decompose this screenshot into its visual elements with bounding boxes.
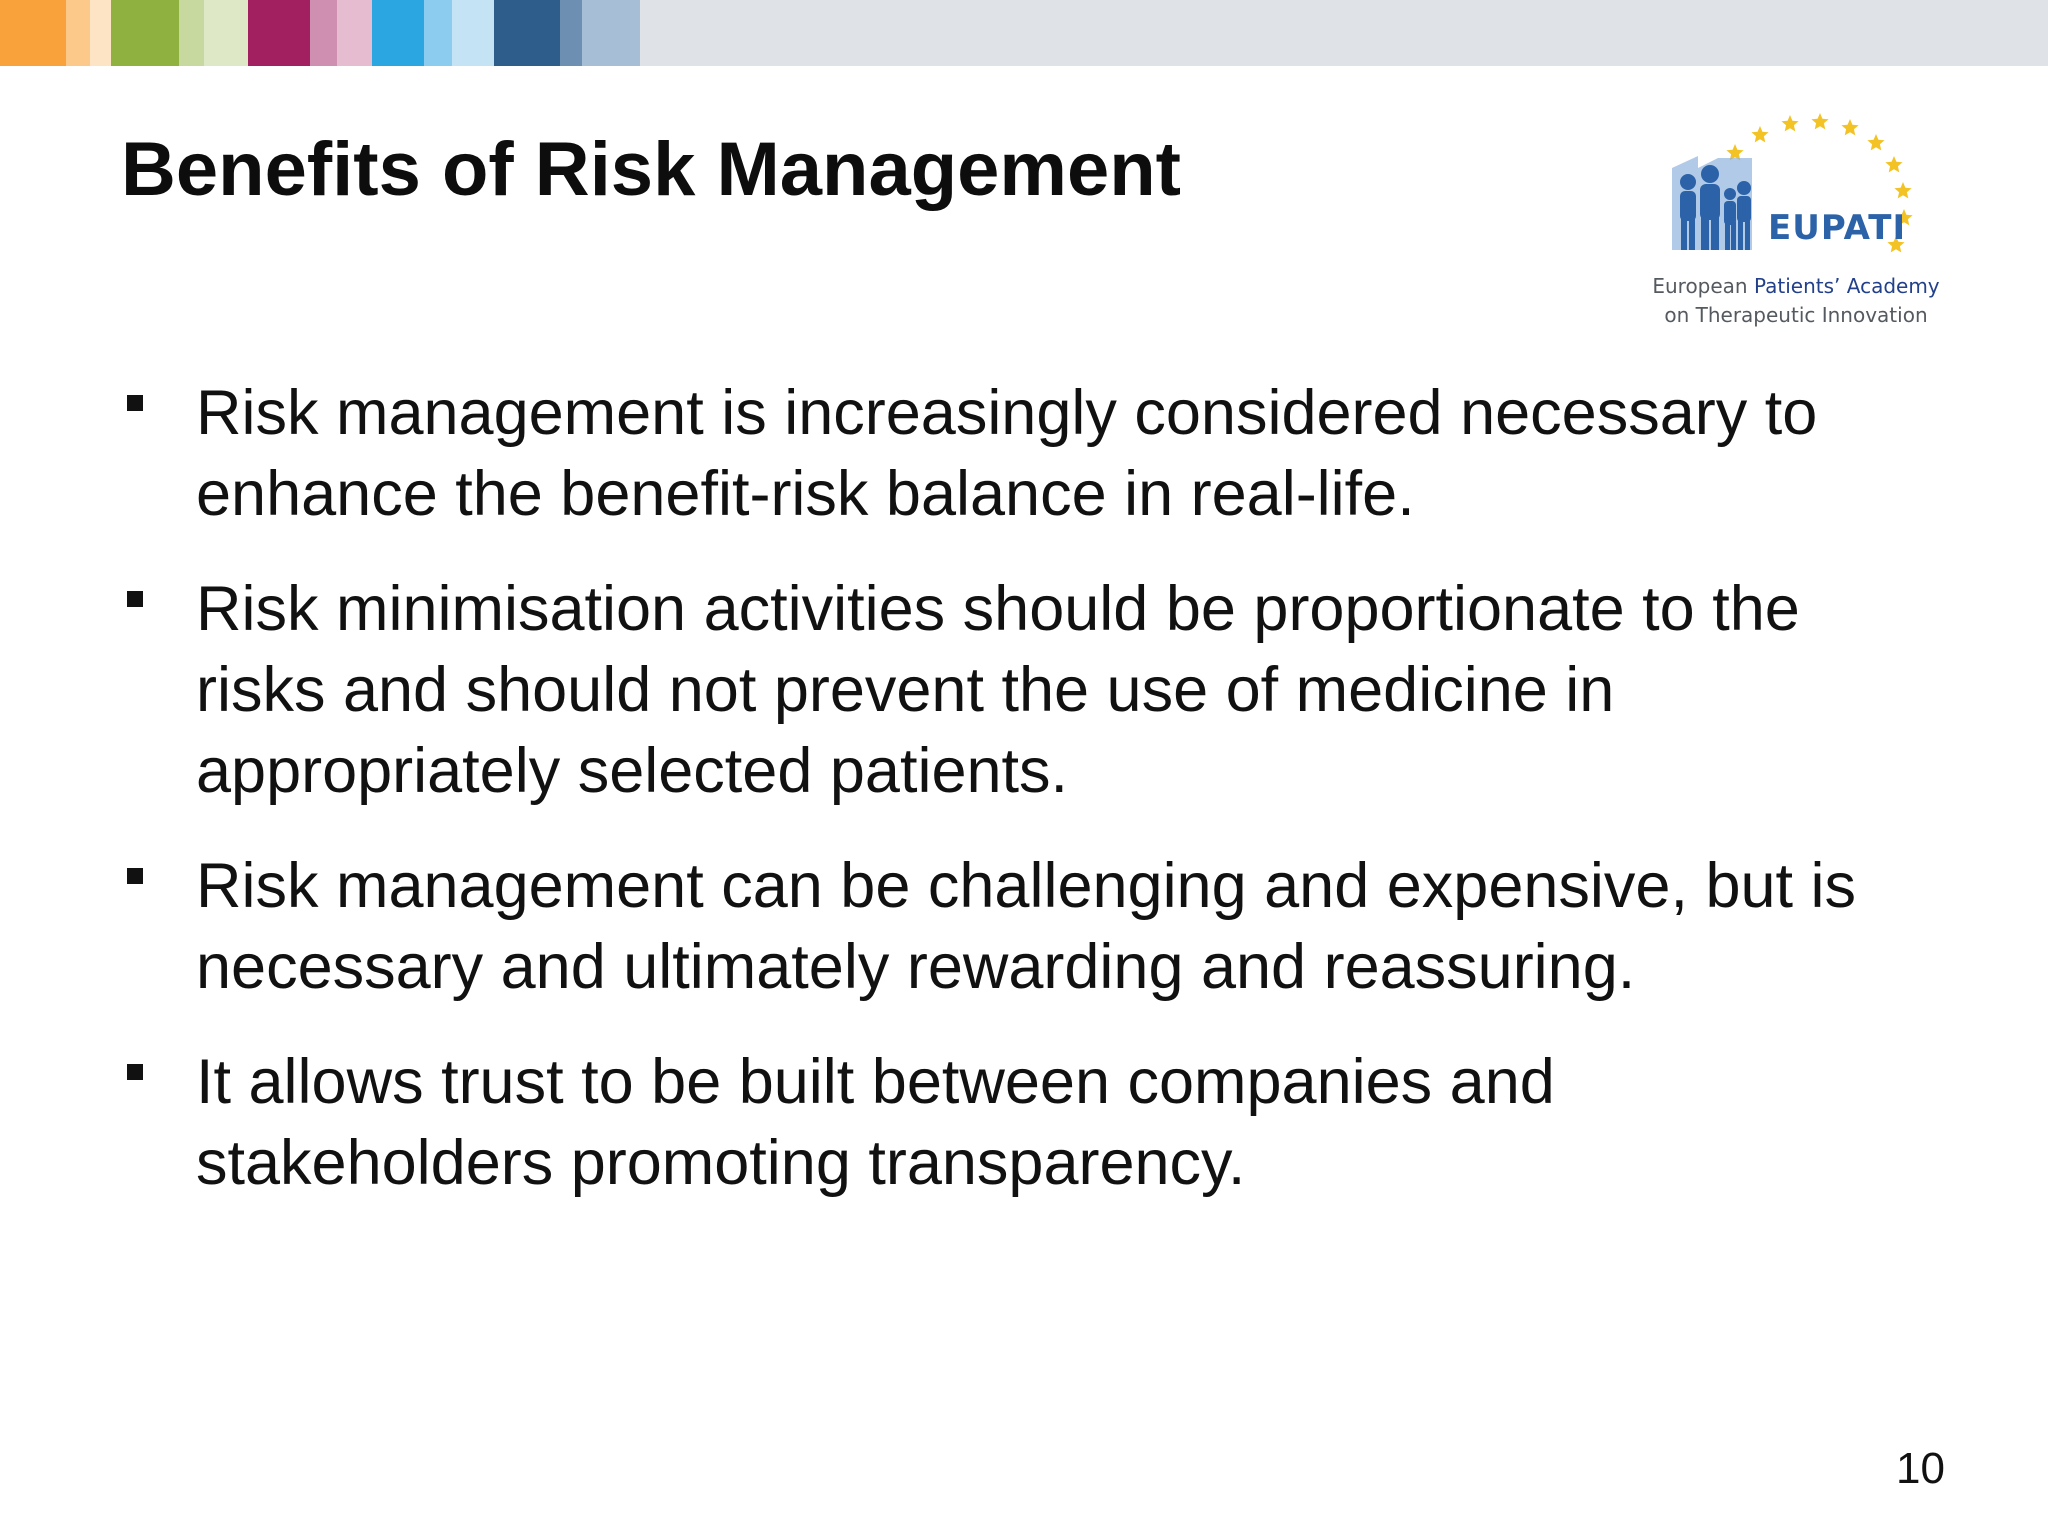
color-strip-segment [310, 0, 337, 66]
star-icon [1841, 119, 1858, 135]
eupati-logo [1640, 108, 1952, 338]
logo-wordmark: EUPATI [1768, 208, 1907, 248]
logo-tagline-line2: on Therapeutic Innovation [1664, 303, 1928, 327]
color-strip-segment [337, 0, 372, 66]
star-icon [1811, 113, 1828, 129]
bullet-text: Risk management is increasingly considered necessary to enhance the benefit-risk balance in real-life. [196, 378, 1818, 529]
logo-tagline [1640, 272, 1952, 330]
bullet-text: Risk management can be challenging and expensive, but is necessary and ultimately rewarding and reassuring. [196, 851, 1857, 1002]
page-number: 10 [1896, 1444, 1945, 1493]
bullet-list [118, 373, 1918, 1238]
slide-title: Benefits of Risk Management [121, 127, 1181, 212]
square-bullet-icon [127, 1064, 143, 1080]
color-strip-segment [452, 0, 494, 66]
color-strip-segment [424, 0, 452, 66]
bullet-item [118, 1042, 1918, 1204]
color-strip-segment [582, 0, 640, 66]
color-strip-segment [372, 0, 424, 66]
decorative-color-strip [0, 0, 2048, 66]
star-icon [1894, 182, 1911, 198]
star-icon [1781, 115, 1798, 131]
color-strip-segment [204, 0, 248, 66]
bullet-item [118, 569, 1918, 812]
star-icon [1867, 134, 1884, 150]
bullet-item [118, 373, 1918, 535]
color-strip-segment [0, 0, 66, 66]
color-strip-segment [248, 0, 310, 66]
square-bullet-icon [127, 395, 143, 411]
bullet-item [118, 846, 1918, 1008]
color-strip-segment [90, 0, 111, 66]
square-bullet-icon [127, 868, 143, 884]
star-icon [1751, 126, 1768, 142]
square-bullet-icon [127, 591, 143, 607]
people-figures-icon [1672, 156, 1752, 250]
color-strip-segment [111, 0, 179, 66]
color-strip-segment [640, 0, 2048, 66]
color-strip-segment [560, 0, 582, 66]
bullet-text: It allows trust to be built between companies and stakeholders promoting transparency. [196, 1047, 1555, 1198]
color-strip-segment [179, 0, 204, 66]
color-strip-segment [494, 0, 560, 66]
logo-tagline-prefix: European [1652, 274, 1754, 298]
bullet-text: Risk minimisation activities should be proportionate to the risks and should not prevent the use of medicine in appropriately selected patients. [196, 574, 1800, 806]
logo-tagline-highlight: Patients’ Academy [1753, 274, 1940, 298]
star-icon [1726, 144, 1743, 160]
color-strip-segment [66, 0, 90, 66]
star-icon [1885, 156, 1902, 172]
